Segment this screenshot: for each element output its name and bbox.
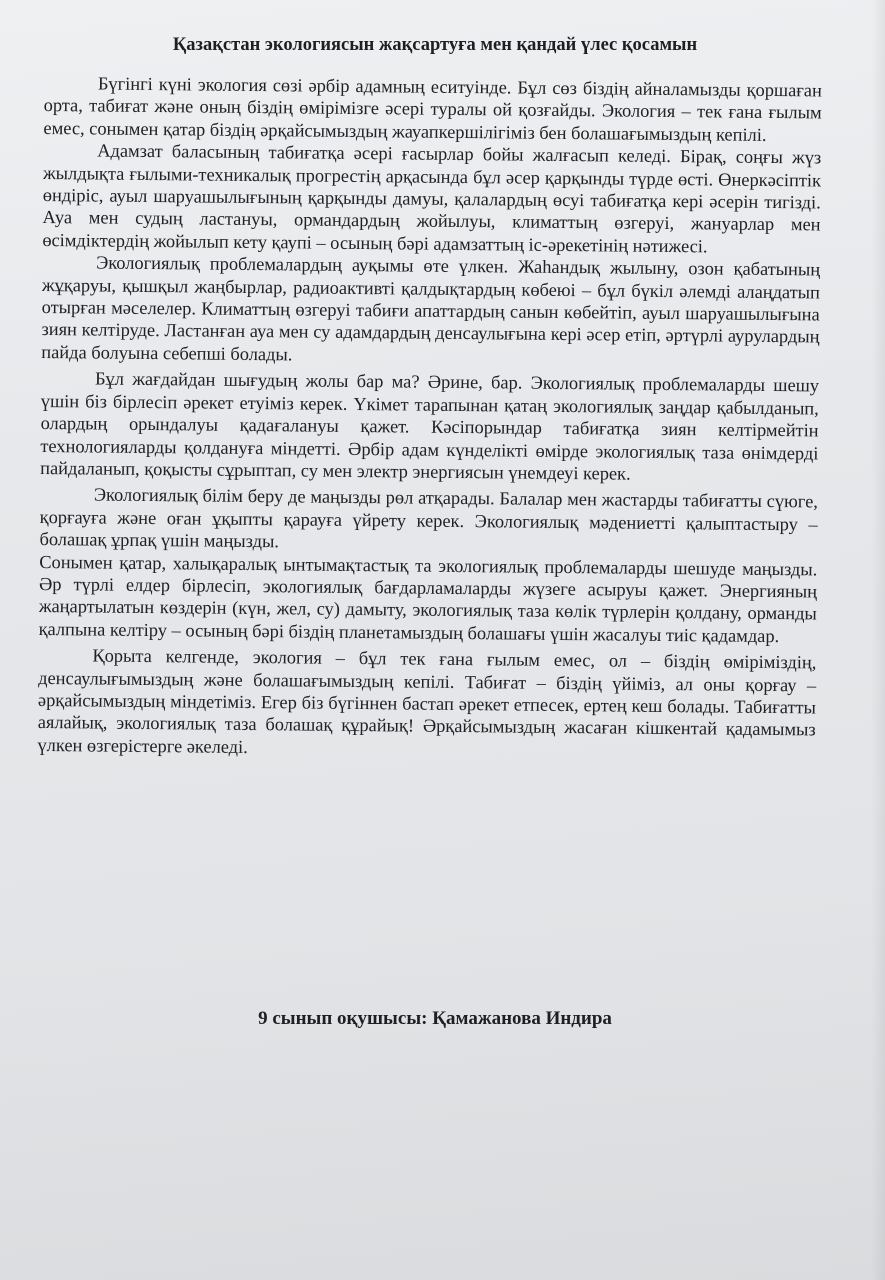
paragraph-3: Экологиялық проблемалардың ауқымы өте үлкен. Жаһандық жылыну, озон қабатының жұқаруы, қышқыл жаңбырлар, радиоактивті қалдықтардың көбеюі – бұл бүкіл әлемді алаңдатып отырған мәселелер. Климаттың өзгеруі табиғи апаттардың санын көбейтіп, ауыл шаруашылығына зиян келтіруде. Ластанған ауа мен су адамдардың денсаулығына кері әсер етіп, әртүрлі аурулардың пайда болуына себепші болады. [41, 252, 821, 365]
paragraph-7: Қорыта келгенде, экология – бұл тек ғана ғылым емес, ол – біздің өміріміздің, денсаулығымыздың және болашағымыздың кепілі. Табиғат – біздің үйіміз, ал оны қорғау – әрқайсымыздың міндетіміз. Егер біз бүгіннен бастап әрекет етпесек, ертең кеш болады. Табиғатты аялайық, экологиялық таза болашақ құрайық! Әрқайсымыздың жасаған кішкентай қадамымыз үлкен өзгерістерге әкеледі. [37, 645, 817, 757]
author-signature: 9 сынып оқушысы: Қамажанова Индира [258, 1008, 612, 1029]
paragraph-1: Бүгінгі күні экология сөзі әрбір адамның еситуінде. Бұл сөз біздің айналамызды қоршаған орта, табиғат және оның біздің өмірімізге әсері туралы ой қозғайды. Экология – тек ғана ғылым емес, сонымен қатар біздің әрқайсымыздың жауапкершілігіміз бен болашағымыздың кепілі. [43, 73, 822, 145]
paragraph-5: Экологиялық білім беру де маңызды рөл атқарады. Балалар мен жастарды табиғатты сүюге, қорғауға және оған ұқыпты қарауға үйрету керек. Экологиялық мәдениетті қалыптастыру – болашақ ұрпақ үшін маңызды. [39, 484, 819, 552]
paragraph-4: Бұл жағдайдан шығудың жолы бар ма? Әрине, бар. Экологиялық проблемаларды шешу үшін біз бірлесіп әрекет етуіміз керек. Үкімет тарапынан қатаң экологиялық заңдар қабылданып, олардың орындалуы қадағалануы қажет. Кәсіпорындар табиғатқа зиян келтірмейтін технологияларды қолдануға міндетті. Әрбір адам күнделікті өмірде экологиялық таза өнімдерді пайдаланып, қоқысты сұрыптап, су мен электр энергиясын үнемдеуі керек. [40, 368, 820, 484]
paragraph-2: Адамзат баласының табиғатқа әсері ғасырлар бойы жалғасып келеді. Бірақ, соңғы жүз жылдықта ғылыми-техникалық прогрестің арқасында бұл әсер қарқынды түрде өсті. Өнеркәсіптік өндіріс, ауыл шаруашылығының қарқынды дамуы, қалалардың өсуі табиғатқа кері әсерін тигізді. Ауа мен судың ластануы, ормандардың жойылуы, климаттың өзгеруі, жануарлар мен өсімдіктердің жойылып кету қаупі – осының бәрі адамзаттың іс-әрекетінің нәтижесі. [42, 140, 822, 257]
essay-body [37, 72, 822, 764]
paragraph-6: Сонымен қатар, халықаралық ынтымақтастық та экологиялық проблемаларды шешуде маңызды. Әр түрлі елдер бірлесіп, экологиялық бағдарламаларды жүзеге асыруы қажет. Энергияның жаңартылатын көздерін (күн, жел, су) дамыту, экологиялық таза көлік түрлерін қолдану, орманды қалпына келтіру – осының бәрі біздің планетамыздың болашағы үшін жасалуы тиіс қадамдар. [38, 551, 818, 646]
page-edge-shadow [871, 0, 885, 1280]
document-title: Қазақстан экологиясын жақсартуға мен қандай үлес қосамын [172, 35, 698, 55]
